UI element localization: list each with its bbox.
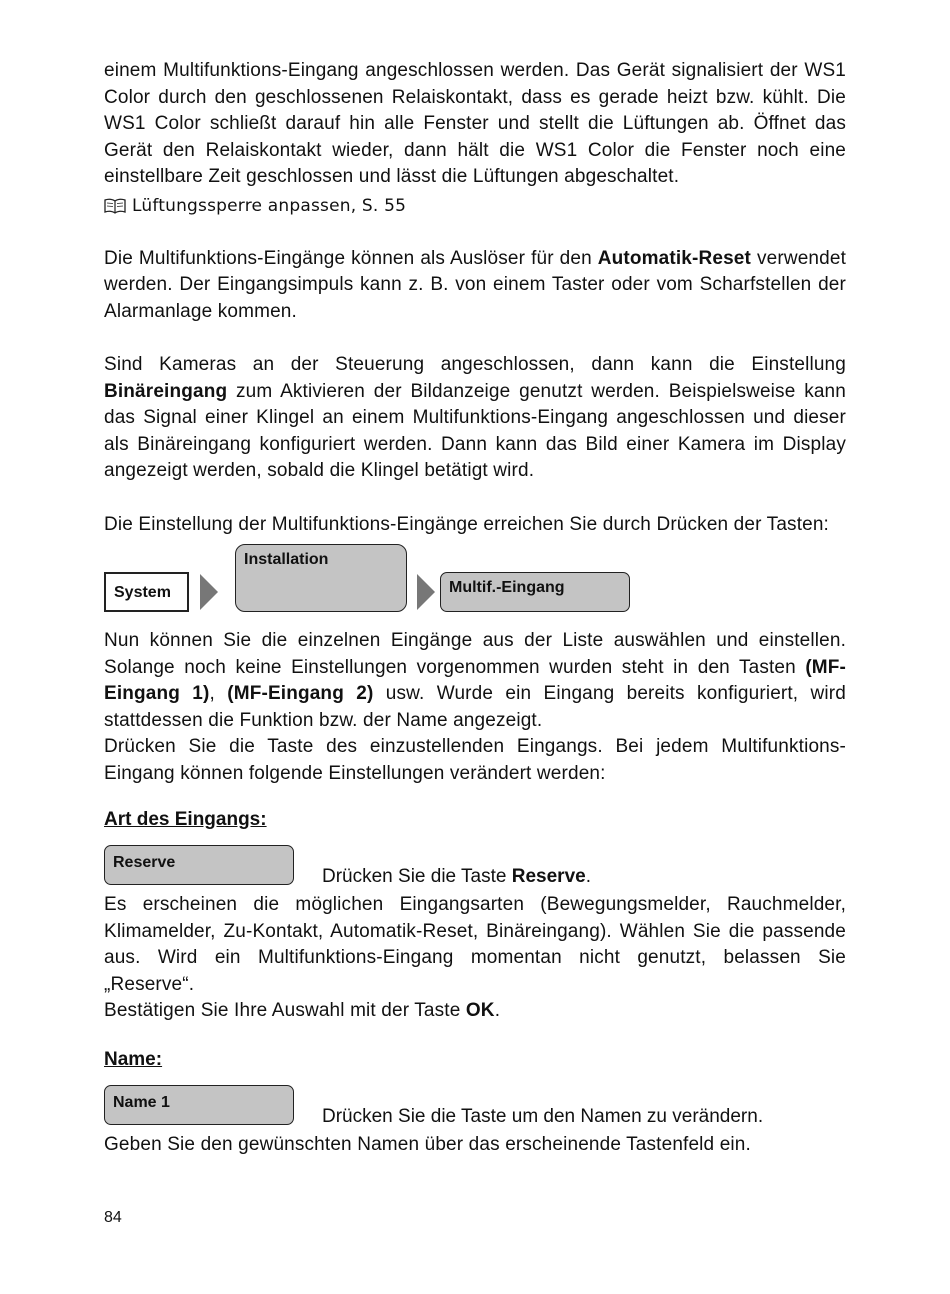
confirm-text: Bestätigen Sie Ihre Auswahl mit der Taste OK.	[104, 1000, 501, 1021]
document-page	[104, 58, 846, 1158]
keys-intro-paragraph: Die Einstellung der Multifunktions-Eingänge erreichen Sie durch Drücken der Tasten:	[104, 513, 829, 535]
multif-eingang-key[interactable]: Multif.-Eingang	[440, 572, 630, 612]
reserve-button[interactable]: Reserve	[104, 845, 294, 885]
art-heading: Art des Eingangs:	[104, 809, 267, 830]
intro-paragraph: einem Multifunktions-Eingang angeschlossen werden. Das Gerät signalisiert der WS1 Color durch den geschlossenen Relaiskontakt, dass es gerade heizt bzw. kühlt. Die WS1 Color schließt darauf hin alle Fenster und stellt die Lüftungen ab. Öffnet das Gerät den Relaiskontakt wieder, dann hält die WS1 Color die Fenster noch eine einstellbare Zeit geschlossen und lässt die Lüftungen abgeschaltet.	[104, 60, 846, 187]
page-number: 84	[104, 1209, 122, 1226]
binaereingang-term: Binäreingang	[104, 380, 228, 402]
mf-eingang-2-term: (MF-Eingang 2)	[227, 683, 374, 704]
arrow-right-icon	[200, 574, 218, 610]
reset-paragraph: Die Multifunktions-Eingänge können als Auslöser für den Automatik-Reset verwendet werden. Der Eingangsimpuls kann z. B. von einem Taster oder vom Scharfstellen der Alarmanlage kommen.	[104, 247, 846, 322]
name-instruction: Drücken Sie die Taste um den Namen zu verändern.	[322, 1105, 764, 1127]
name-1-button[interactable]: Name 1	[104, 1085, 294, 1125]
camera-paragraph: Sind Kameras an der Steuerung angeschlossen, dann kann die Einstellung Binäreingang zum Aktivieren der Bildanzeige genutzt werden. Beispielsweise kann das Signal einer Klingel an einem Multifunktions-Eingang angeschlossen und dieser als Binäreingang konfiguriert werden. Dann kann das Bild einer Kamera im Display angezeigt werden, sobald die Klingel betätigt wird.	[104, 354, 846, 481]
mf-eingang-1-term: (MF-Eingang 1)	[104, 656, 846, 704]
reserve-line	[104, 845, 846, 885]
automatik-reset-term: Automatik-Reset	[597, 247, 752, 269]
art-description: Es erscheinen die möglichen Eingangsarten (Bewegungsmelder, Rauchmelder, Klimamelder, Zu-Kontakt, Automatik-Reset, Binäreingang). Wählen Sie die passende aus. Wird ein Multifunktions-Eingang momentan nicht genutzt, belassen Sie „Reserve“.	[104, 894, 846, 995]
ok-term: OK	[465, 1000, 495, 1021]
cross-reference	[104, 193, 846, 219]
name-heading: Name:	[104, 1048, 163, 1070]
arrow-right-icon	[417, 574, 435, 610]
reserve-instruction: Drücken Sie die Taste Reserve.	[322, 866, 591, 887]
list-paragraph: Nun können Sie die einzelnen Eingänge aus der Liste auswählen und einstellen. Solange noch keine Einstellungen vorgenommen wurden steht in den Tasten (MF-Eingang 1), (MF-Eingang 2) usw. Wurde ein Eingang bereits konfiguriert, wird stattdessen die Funktion bzw. der Name angezeigt.	[104, 630, 846, 731]
name-description: Geben Sie den gewünschten Namen über das erscheinende Tastenfeld ein.	[104, 1133, 751, 1155]
system-key[interactable]: System	[104, 572, 189, 612]
book-icon	[104, 198, 126, 214]
name-line	[104, 1085, 846, 1125]
installation-key[interactable]: Installation	[235, 544, 407, 612]
key-sequence	[104, 544, 846, 628]
press-paragraph: Drücken Sie die Taste des einzustellenden Eingangs. Bei jedem Multifunktions-Eingang können folgende Einstellungen verändert werden:	[104, 736, 846, 784]
reference-text: Lüftungssperre anpassen, S. 55	[132, 195, 407, 216]
